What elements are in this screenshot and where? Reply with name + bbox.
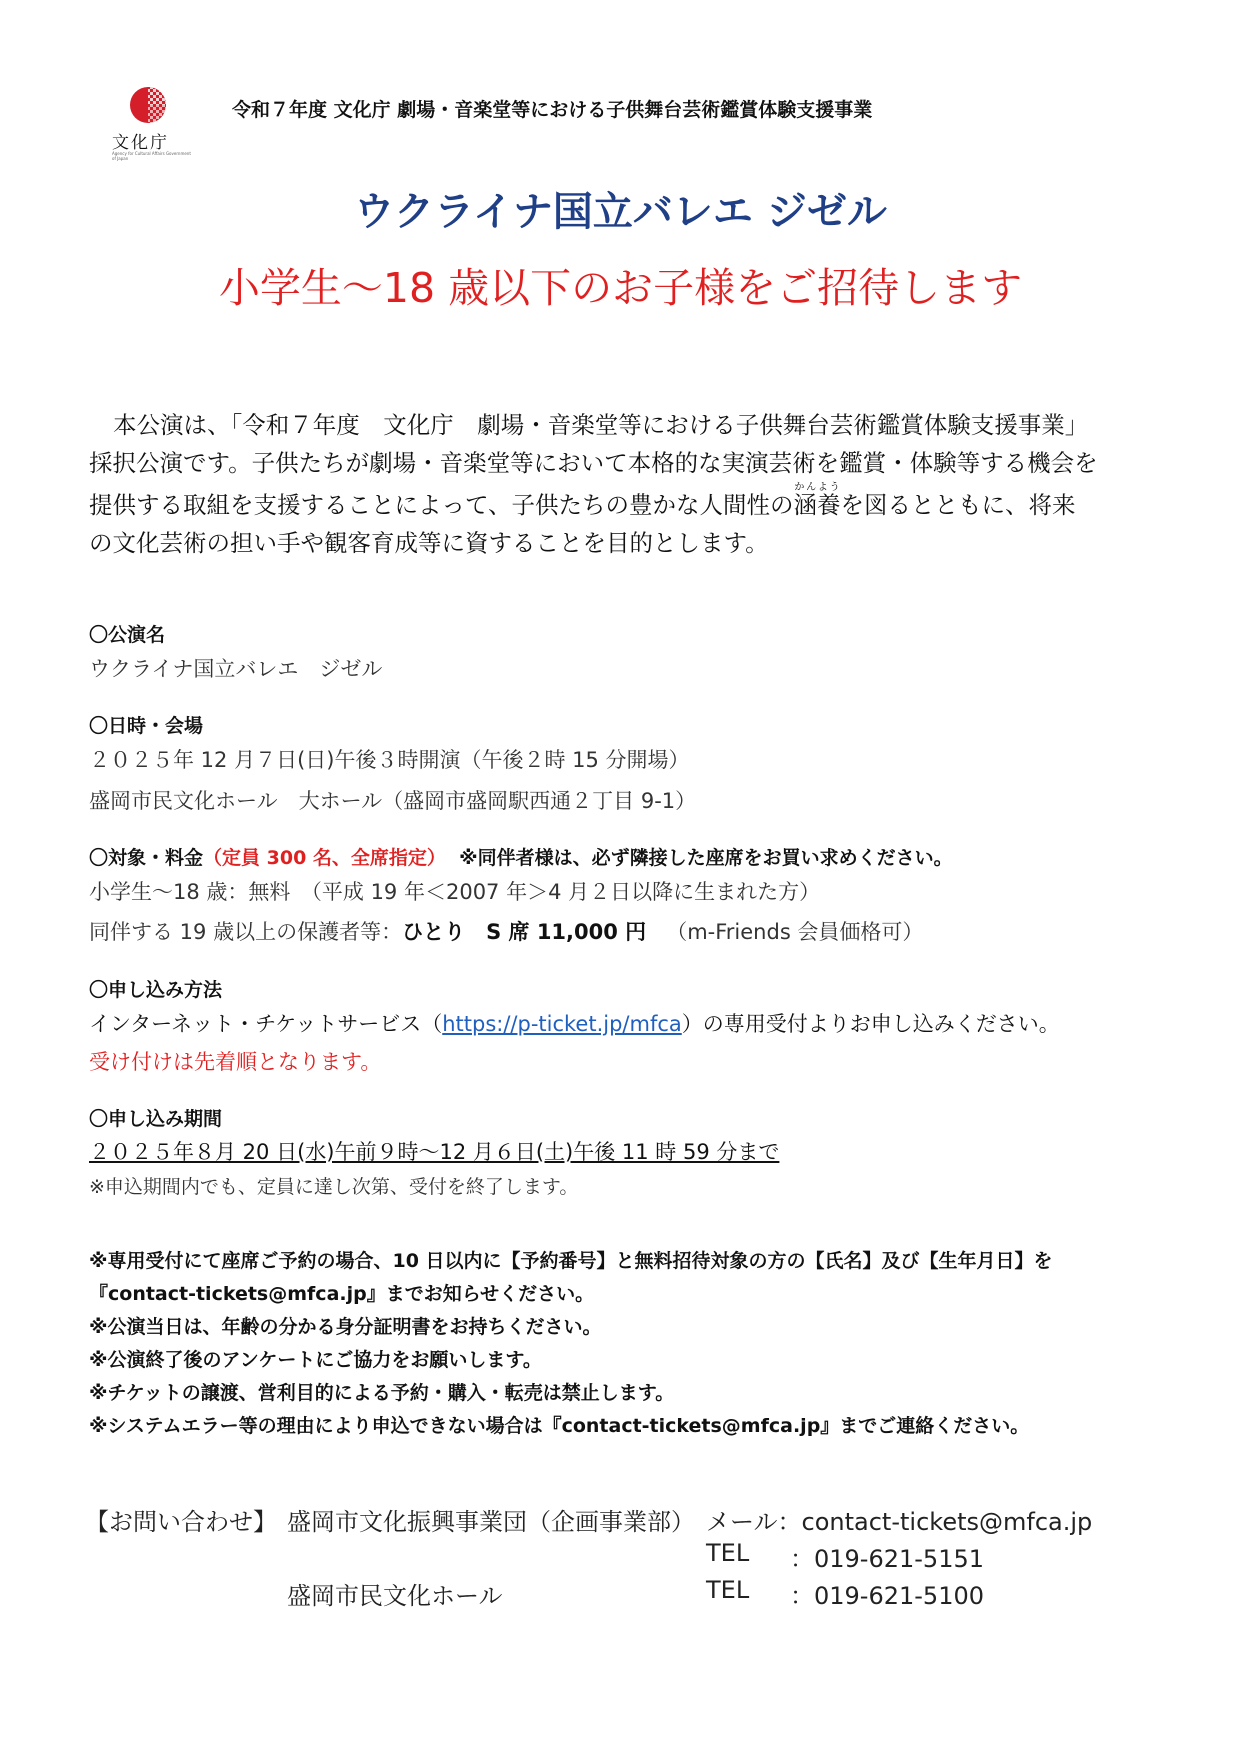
note-item: ※公演当日は、年齢の分かる身分証明書をお持ちください。 bbox=[89, 1316, 602, 1338]
performance-name: ウクライナ国立バレエ ジゼル bbox=[89, 657, 383, 681]
contact-mail-row bbox=[706, 1502, 1092, 1537]
period-heading: 〇申し込み期間 bbox=[89, 1108, 223, 1130]
intro-line bbox=[89, 482, 1149, 524]
intro-line: 採択公演です。子供たちが劇場・音楽堂等において本格的な実演芸術を鑑賞・体験等する機会を bbox=[89, 449, 1098, 477]
note-item: ※公演終了後のアンケートにご協力をお願いします。 bbox=[89, 1349, 542, 1371]
hall-name: 盛岡市民文化ホール bbox=[287, 1582, 503, 1610]
apply-method-text: インターネット・チケットサービス（ bbox=[89, 1012, 443, 1036]
logo-text: 文化庁 bbox=[112, 133, 169, 153]
note-item: 『contact-tickets@mfca.jp』までお知らせください。 bbox=[89, 1283, 595, 1305]
contact-label: 【お問い合わせ】 bbox=[85, 1508, 277, 1536]
ruby-reading: かんよう bbox=[793, 482, 841, 493]
capacity-note: （定員 300 名、全席指定） bbox=[203, 847, 446, 869]
intro-text: を図るとともに、将来 bbox=[840, 491, 1076, 519]
page-subtitle: 小学生～18 歳以下のお子様をご招待します bbox=[218, 264, 1023, 312]
hall-tel: ：019-621-5100 bbox=[790, 1582, 985, 1610]
ticket-link[interactable]: https://p-ticket.jp/mfca bbox=[442, 1012, 682, 1036]
first-come-notice: 受け付けは先着順となります。 bbox=[89, 1050, 382, 1074]
target-heading-row bbox=[89, 843, 953, 870]
children-fee: 小学生～18 歳：無料 （平成 19 年＜2007 年＞4 月２日以降に生まれた方） bbox=[89, 880, 821, 904]
note-item: ※システムエラー等の理由により申込できない場合は『contact-tickets@mfca.jp』までご連絡ください。 bbox=[89, 1415, 1030, 1437]
apply-heading: 〇申し込み方法 bbox=[89, 979, 223, 1001]
companion-note: ※同伴者様は、必ず隣接した座席をお買い求めください。 bbox=[459, 847, 953, 869]
page-title: ウクライナ国立バレエ ジゼル bbox=[354, 188, 887, 235]
event-venue: 盛岡市民文化ホール 大ホール（盛岡市盛岡駅西通２丁目 9-1） bbox=[89, 789, 697, 813]
note-item: ※専用受付にて座席ご予約の場合、10 日以内に【予約番号】と無料招待対象の方の【氏名】及び【生年月日】を bbox=[89, 1250, 1053, 1272]
period-note: ※申込期間内でも、定員に達し次第、受付を終了します。 bbox=[89, 1176, 579, 1198]
guardian-price: ひとり S 席 11,000 円 bbox=[402, 920, 647, 944]
application-period: ２０２５年８月 20 日(水)午前９時～12 月６日(土)午後 11 時 59 分まで bbox=[89, 1140, 780, 1164]
contact-org: 盛岡市文化振興事業団（企画事業部） bbox=[287, 1508, 695, 1536]
note-item: ※チケットの譲渡、営利目的による予約・購入・転売は禁止します。 bbox=[89, 1382, 675, 1404]
event-date: ２０２５年 12 月７日(日)午後３時開演（午後２時 15 分開場） bbox=[89, 748, 690, 772]
intro-line: 本公演は、「令和７年度 文化庁 劇場・音楽堂等における子供舞台芸術鑑賞体験支援事業」 bbox=[113, 411, 1089, 439]
performance-heading: 〇公演名 bbox=[89, 624, 166, 646]
logo-subtext: Agency for Cultural Affairs Government of Japan bbox=[112, 151, 191, 161]
contact-email[interactable]: contact-tickets@mfca.jp bbox=[801, 1508, 1093, 1536]
tel-label: TEL bbox=[706, 1576, 750, 1604]
program-header: 令和７年度 文化庁 劇場・音楽堂等における子供舞台芸術鑑賞体験支援事業 bbox=[232, 99, 873, 121]
contact-tel: ：019-621-5151 bbox=[790, 1545, 985, 1573]
apply-method bbox=[89, 1008, 1060, 1038]
apply-method-text: ）の専用受付よりお申し込みください。 bbox=[681, 1012, 1060, 1036]
datetime-heading: 〇日時・会場 bbox=[89, 715, 204, 737]
intro-line: の文化芸術の担い手や観客育成等に資することを目的とします。 bbox=[89, 529, 769, 557]
guardian-fee-row bbox=[89, 916, 923, 946]
ruby-word: 涵養かんよう bbox=[793, 482, 841, 519]
target-heading: 〇対象・料金 bbox=[89, 847, 204, 869]
tel-label: TEL bbox=[706, 1539, 750, 1567]
intro-text: 提供する取組を支援することによって、子供たちの豊かな人間性の bbox=[89, 491, 794, 519]
mail-label: メール： bbox=[706, 1508, 802, 1536]
intro-paragraph bbox=[89, 406, 1149, 562]
guardian-label: 同伴する 19 歳以上の保護者等： bbox=[89, 920, 403, 944]
member-price-note: （m-Friends 会員価格可） bbox=[666, 920, 924, 944]
